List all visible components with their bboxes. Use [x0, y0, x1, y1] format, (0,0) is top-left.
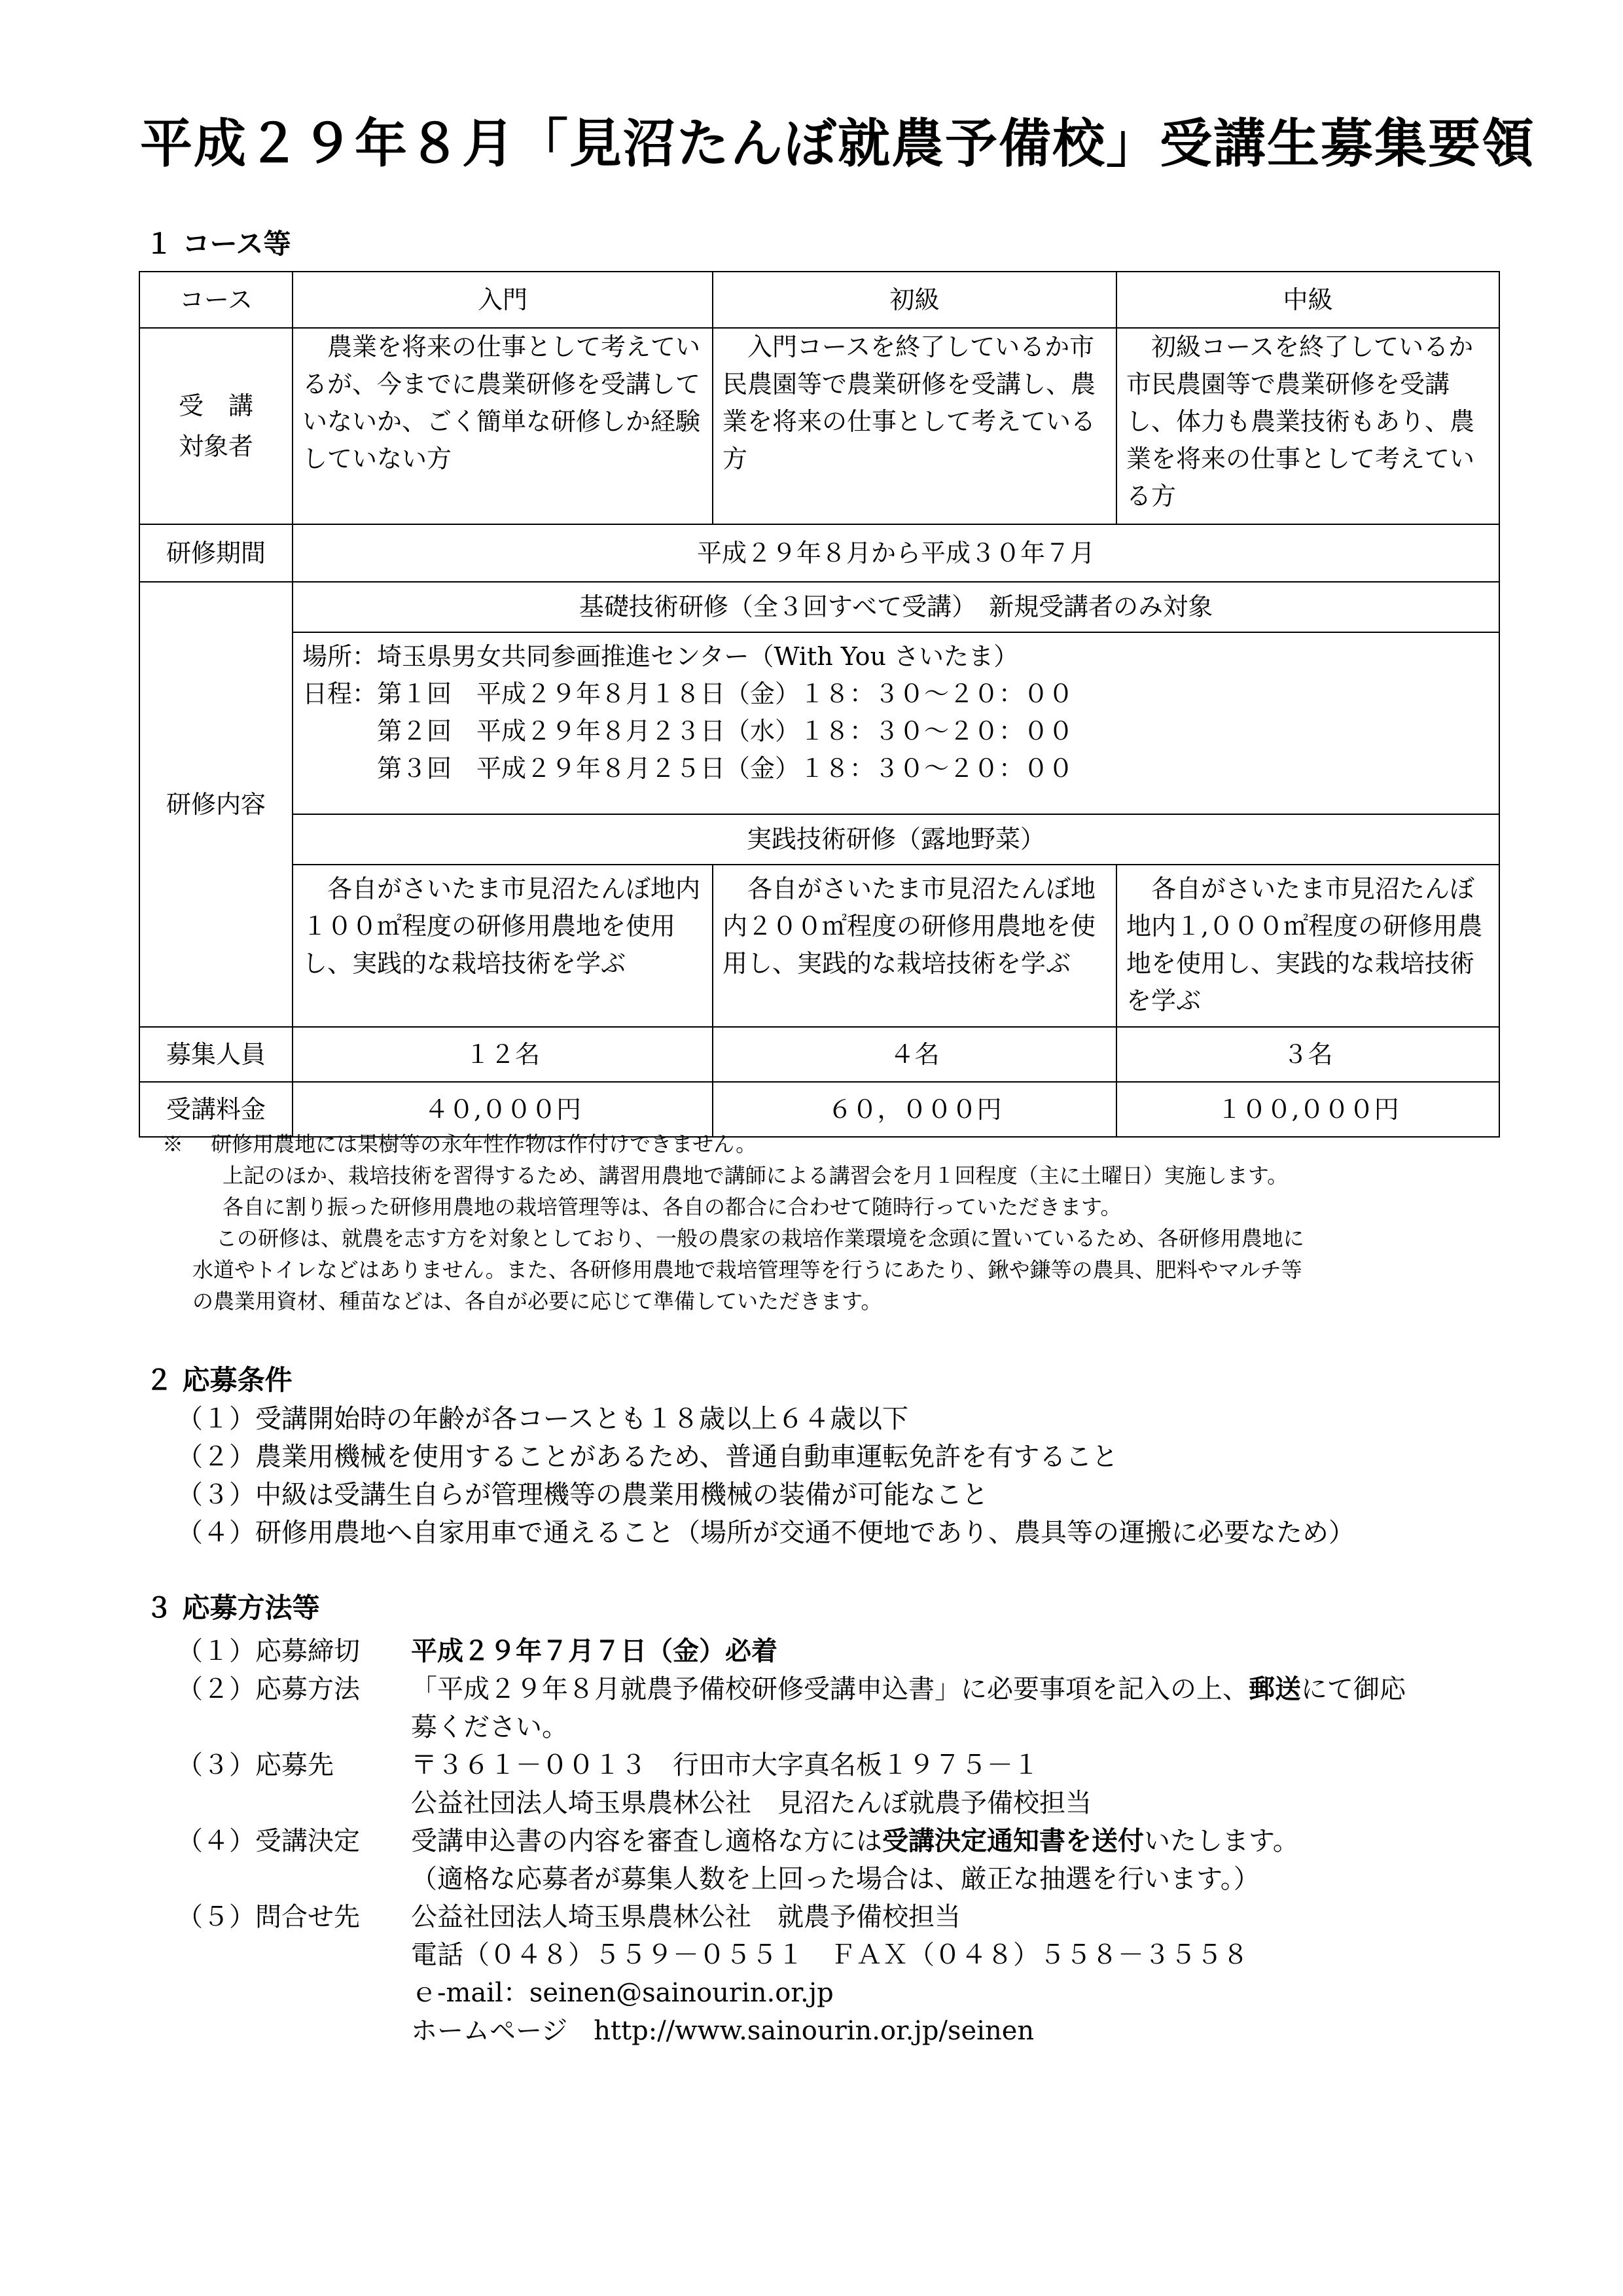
note-line-3: 各自に割り振った研修用農地の栽培管理等は、各自の都合に合わせて随時行っていただきます。 [223, 1194, 1122, 1219]
basic-title-row [139, 582, 1499, 632]
target-intro: 農業を将来の仕事として考えているが、今までに農業研修を受講していないか、ごく簡単な研修しか経験していない方 [293, 328, 713, 524]
fee-intermediate: １００,０００円 [1116, 1082, 1499, 1137]
deadline-value: 平成２９年７月７日（金）必着 [411, 1636, 777, 1666]
fee-beginner: ６０，０００円 [713, 1082, 1116, 1137]
method-label: （２）応募方法 [177, 1674, 360, 1704]
condition-item-1: （１）受講開始時の年齢が各コースとも１８歳以上６４歳以下 [177, 1404, 908, 1434]
note-line-5: 水道やトイレなどはありません。また、各研修用農地で栽培管理等を行うにあたり、鍬や鎌等の農具、肥料やマルチ等 [192, 1257, 1302, 1282]
section-heading-conditions: ２ 応募条件 [145, 1364, 293, 1396]
contact-email: ｅ-mail：seinen@sainourin.or.jp [411, 1978, 834, 2008]
practical-intermediate: 各自がさいたま市見沼たんぼ地内１,０００㎡程度の研修用農地を使用し、実践的な栽培技術を学ぶ [1116, 865, 1499, 1027]
note-line-6: の農業用資材、種苗などは、各自が必要に応じて準備していただきます。 [192, 1289, 882, 1314]
decision-value [411, 1822, 1299, 1860]
address-line-1: 〒３６１－００１３ 行田市大字真名板１９７５－１ [411, 1750, 1039, 1780]
condition-item-3: （３）中級は受講生自らが管理機等の農業用機械の装備が可能なこと [177, 1480, 988, 1510]
target-row [139, 328, 1499, 524]
content-label: 研修内容 [139, 582, 293, 1027]
period-value: 平成２９年８月から平成３０年７月 [293, 524, 1499, 582]
method-value-cont: 募ください。 [411, 1712, 568, 1742]
practical-title-row [139, 814, 1499, 865]
practical-training-title: 実践技術研修（露地野菜） [293, 814, 1499, 865]
condition-item-4: （４）研修用農地へ自家用車で通えること（場所が交通不便地であり、農具等の運搬に必要なため） [177, 1518, 1355, 1548]
capacity-row [139, 1027, 1499, 1082]
contact-org: 公益社団法人埼玉県農林公社 就農予備校担当 [411, 1902, 961, 1932]
method-text-a: 「平成２９年８月就農予備校研修受講申込書」に必要事項を記入の上、 [411, 1674, 1249, 1704]
practical-beginner: 各自がさいたま市見沼たんぼ地内２００㎡程度の研修用農地を使用し、実践的な栽培技術を学ぶ [713, 865, 1116, 1027]
decision-label: （４）受講決定 [177, 1826, 360, 1856]
note-line-2: 上記のほか、栽培技術を習得するため、講習用農地で講師による講習会を月１回程度（主に土曜日）実施します。 [223, 1163, 1289, 1188]
practical-detail-row [139, 865, 1499, 1027]
capacity-intro: １２名 [293, 1027, 713, 1082]
fee-intro: ４０,０００円 [293, 1082, 713, 1137]
basic-schedule-3: 第３回 平成２９年８月２５日（金）１８：３０～２０：００ [302, 754, 1074, 783]
section-heading-courses: １ コース等 [145, 228, 291, 260]
contact-label: （５）問合せ先 [177, 1902, 360, 1932]
address-label: （３）応募先 [177, 1750, 334, 1780]
target-label: 受 講 対象者 [139, 328, 293, 524]
deadline-label: （１）応募締切 [177, 1636, 360, 1666]
target-beginner: 入門コースを終了しているか市民農園等で農業研修を受講し、農業を将来の仕事として考えている方 [713, 328, 1116, 524]
decision-note: （適格な応募者が募集人数を上回った場合は、厳正な抽選を行います。） [411, 1864, 1260, 1894]
basic-schedule-1: 日程：第１回 平成２９年８月１８日（金）１８：３０～２０：００ [302, 679, 1074, 708]
address-line-2: 公益社団法人埼玉県農林公社 見沼たんぼ就農予備校担当 [411, 1788, 1092, 1818]
note-line-4: この研修は、就農を志す方を対象としており、一般の農家の栽培作業環境を念頭に置いているため、各研修用農地に [216, 1226, 1304, 1251]
course-table [139, 271, 1500, 1138]
course-name-intro: 入門 [293, 272, 713, 328]
decision-text-a: 受講申込書の内容を審査し適格な方には [411, 1826, 882, 1856]
capacity-beginner: ４名 [713, 1027, 1116, 1082]
period-row [139, 524, 1499, 582]
basic-detail-row [139, 632, 1499, 814]
basic-place: 場所：埼玉県男女共同参画推進センター（With You さいたま） [302, 642, 1019, 671]
fee-label: 受講料金 [139, 1082, 293, 1137]
decision-text-c: いたします。 [1144, 1826, 1299, 1856]
method-text-bold: 郵送 [1249, 1674, 1301, 1704]
capacity-intermediate: ３名 [1116, 1027, 1499, 1082]
capacity-label: 募集人員 [139, 1027, 293, 1082]
course-header-row [139, 272, 1499, 328]
target-intermediate: 初級コースを終了しているか市民農園等で農業研修を受講し、体力も農業技術もあり、農業を将来の仕事として考えている方 [1116, 328, 1499, 524]
method-text-c: にて御応 [1301, 1674, 1406, 1704]
course-name-beginner: 初級 [713, 272, 1116, 328]
note-line-1: ※ 研修用農地には果樹等の永年性作物は作付けできません。 [162, 1132, 757, 1157]
method-value [411, 1670, 1406, 1708]
basic-schedule-2: 第２回 平成２９年８月２３日（水）１８：３０～２０：００ [302, 717, 1074, 745]
basic-training-detail [293, 632, 1499, 814]
page-title: 平成２９年８月「見沼たんぼ就農予備校」受講生募集要領 [140, 113, 1535, 174]
contact-phone: 電話（０４８）５５９－０５５１ ＦＡＸ（０４８）５５８－３５５８ [411, 1940, 1249, 1970]
contact-homepage: ホームページ http://www.sainourin.or.jp/seinen [411, 2016, 1035, 2046]
course-name-intermediate: 中級 [1116, 272, 1499, 328]
basic-training-title: 基礎技術研修（全３回すべて受講） 新規受講者のみ対象 [293, 582, 1499, 632]
decision-text-bold: 受講決定通知書を送付 [882, 1826, 1144, 1856]
practical-intro: 各自がさいたま市見沼たんぼ地内１００㎡程度の研修用農地を使用し、実践的な栽培技術を学ぶ [293, 865, 713, 1027]
condition-item-2: （２）農業用機械を使用することがあるため、普通自動車運転免許を有すること [177, 1442, 1118, 1472]
section-heading-application: ３ 応募方法等 [145, 1592, 320, 1624]
period-label: 研修期間 [139, 524, 293, 582]
course-label: コース [139, 272, 293, 328]
